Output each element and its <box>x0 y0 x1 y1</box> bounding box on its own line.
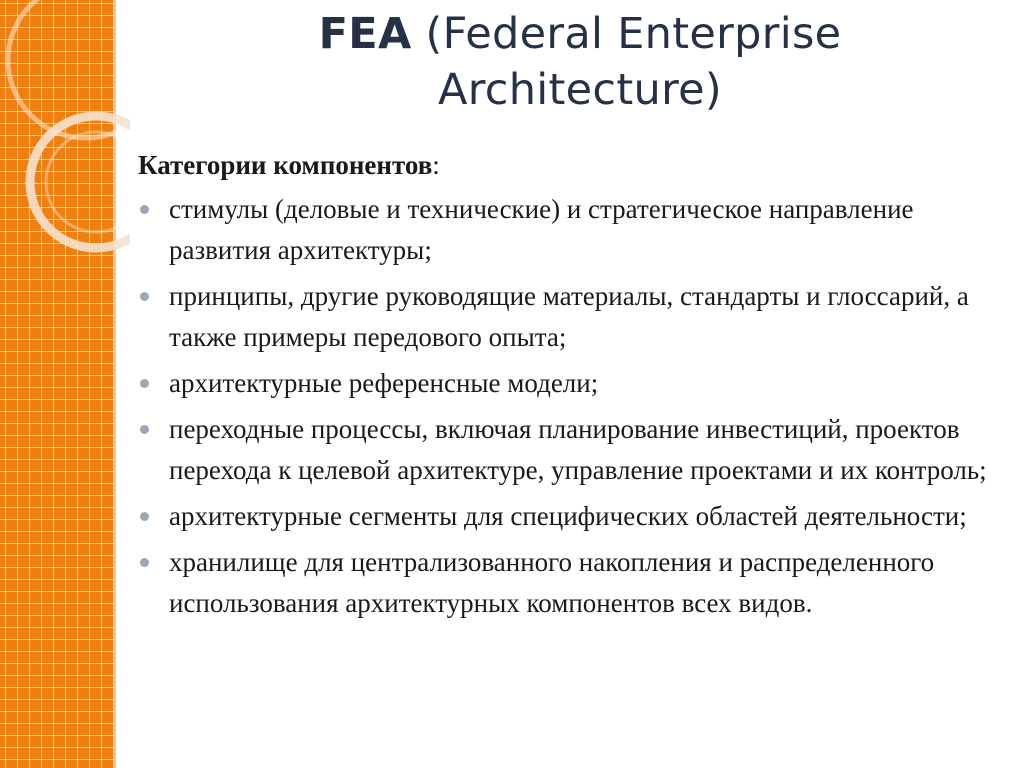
slide-body <box>138 145 1008 629</box>
bullet-icon <box>140 425 149 434</box>
section-heading-text: Категории компонентов <box>138 150 433 180</box>
title-line-2: Architecture) <box>438 65 722 115</box>
title-acronym: FEA <box>318 9 412 59</box>
decorative-grid-band <box>0 0 114 768</box>
bullet-icon <box>140 512 149 521</box>
title-line-1 <box>150 6 1010 62</box>
section-heading-colon: : <box>432 150 440 180</box>
list-item-text: принципы, другие руководящие материалы, стандарты и глоссарий, а также примеры передового опыта; <box>169 281 969 352</box>
bullet-icon <box>140 379 149 388</box>
list-item <box>138 496 1008 537</box>
list-item-text: хранилище для централизованного накопления и распределенного использования архитектурных компонентов всех видов. <box>169 547 935 618</box>
list-item-text: архитектурные референсные модели; <box>169 368 599 398</box>
list-item-text: переходные процессы, включая планирование инвестиций, проектов перехода к целевой архитектуре, управление проектами и их контроль; <box>169 414 987 485</box>
bullet-icon <box>140 205 149 214</box>
list-item <box>138 189 1008 271</box>
list-item-text: архитектурные сегменты для специфических областей деятельности; <box>169 501 967 531</box>
list-item <box>138 276 1008 358</box>
list-item <box>138 409 1008 491</box>
bullet-icon <box>140 292 149 301</box>
title-expansion: (Federal Enterprise <box>425 9 842 59</box>
slide-title <box>150 6 1010 118</box>
component-categories-list <box>138 189 1008 624</box>
band-edge-divider <box>114 0 116 768</box>
section-heading <box>138 145 1008 186</box>
list-item <box>138 542 1008 624</box>
bullet-icon <box>140 558 149 567</box>
list-item-text: стимулы (деловые и технические) и стратегическое направление развития архитектуры; <box>169 194 914 265</box>
list-item <box>138 363 1008 404</box>
